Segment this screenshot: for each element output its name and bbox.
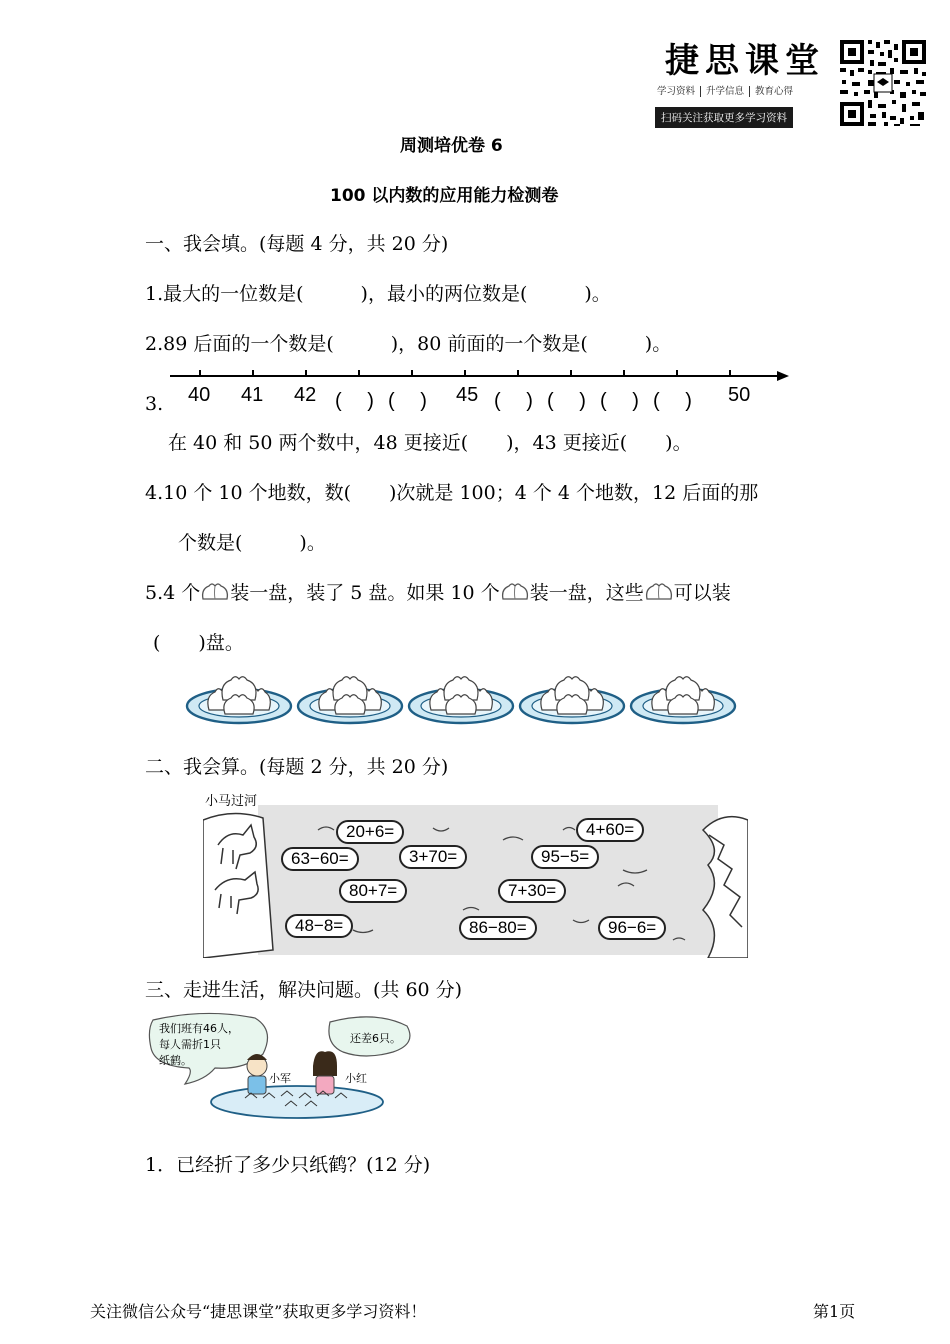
q5-part: 装一盘，这些 [529, 582, 644, 604]
speech-bubble-line: 纸鹤。 [159, 1054, 192, 1067]
question-1-5-line2: ( )盘。 [153, 632, 244, 654]
peach-plates-illustration [185, 672, 745, 726]
paper-crane-illustration [145, 1008, 430, 1126]
numline-label: 40 [188, 384, 211, 406]
question-1-1: 1.最大的一位数是( )，最小的两位数是( )。 [145, 283, 611, 305]
question-1-2: 2.89 后面的一个数是( )，80 前面的一个数是( )。 [145, 333, 672, 355]
q5-part: 可以装 [673, 582, 731, 604]
math-op-bubble: 4+60= [576, 818, 644, 842]
brand-title: 捷思课堂 [665, 41, 825, 81]
brand-tags [652, 83, 798, 97]
math-op-bubble: 86−80= [459, 916, 537, 940]
speech-bubble-line: 每人需折1只 [159, 1038, 221, 1051]
numline-blank: ( ) [494, 390, 533, 412]
speech-bubble-right: 还差6只。 [350, 1032, 401, 1045]
numline-blank: ( ) [600, 390, 639, 412]
math-op-bubble: 95−5= [531, 845, 599, 869]
math-op-bubble: 80+7= [339, 879, 407, 903]
page-title: 周测培优卷 6 [400, 136, 503, 156]
numline-label: 42 [294, 384, 317, 406]
question-1-3-number: 3. [145, 393, 164, 415]
numline-blank: ( ) [653, 390, 692, 412]
math-op-bubble: 48−8= [285, 914, 353, 938]
numline-label: 50 [728, 384, 751, 406]
peach-icon [200, 581, 230, 601]
q5-part: 装一盘，装了 5 盘。如果 10 个 [230, 582, 500, 604]
numline-blank: ( ) [547, 390, 586, 412]
page-subtitle: 100 以内数的应用能力检测卷 [330, 186, 559, 206]
peach-icon [644, 581, 674, 601]
question-1-4-line2: 个数是( )。 [178, 532, 326, 554]
section3-heading: 三、走进生活，解决问题。(共 60 分) [145, 979, 463, 1001]
section1-heading: 一、我会填。(每题 4 分，共 20 分) [145, 233, 449, 255]
q5-part: 5.4 个 [145, 582, 201, 604]
section2-heading: 二、我会算。(每题 2 分，共 20 分) [145, 756, 449, 778]
numline-blank: ( ) [335, 390, 374, 412]
math-op-bubble: 7+30= [498, 879, 566, 903]
math-op-bubble: 20+6= [336, 820, 404, 844]
page-number: 第1页 [813, 1302, 856, 1321]
question-1-5-line1 [145, 578, 731, 605]
brand-tag: 学习资料 [652, 86, 701, 97]
math-op-bubble: 63−60= [281, 847, 359, 871]
question-3-1: 1．已经折了多少只纸鹤？(12 分) [145, 1154, 431, 1176]
brand-tag: 升学信息 [701, 86, 750, 97]
question-1-3-text: 在 40 和 50 两个数中，48 更接近( )，43 更接近( )。 [168, 432, 692, 454]
question-1-4-line1: 4.10 个 10 个地数，数( )次就是 100；4 个 4 个地数，12 后面的那 [145, 482, 759, 504]
name-label-left: 小军 [269, 1072, 291, 1085]
speech-bubble-line: 我们班有46人， [159, 1022, 239, 1035]
brand-tag: 教育心得 [755, 86, 794, 97]
image-caption: 小马过河 [205, 794, 258, 809]
footer-note: 关注微信公众号“捷思课堂”获取更多学习资料！ [90, 1302, 427, 1321]
numline-blank: ( ) [388, 390, 427, 412]
qr-code-icon [838, 38, 928, 128]
numline-label: 45 [456, 384, 479, 406]
brand-bar: 扫码关注获取更多学习资料 [655, 107, 793, 128]
math-op-bubble: 3+70= [399, 845, 467, 869]
numline-label: 41 [241, 384, 264, 406]
name-label-right: 小红 [345, 1072, 367, 1085]
math-op-bubble: 96−6= [598, 916, 666, 940]
peach-icon [500, 581, 530, 601]
river-crossing-illustration [203, 790, 748, 958]
